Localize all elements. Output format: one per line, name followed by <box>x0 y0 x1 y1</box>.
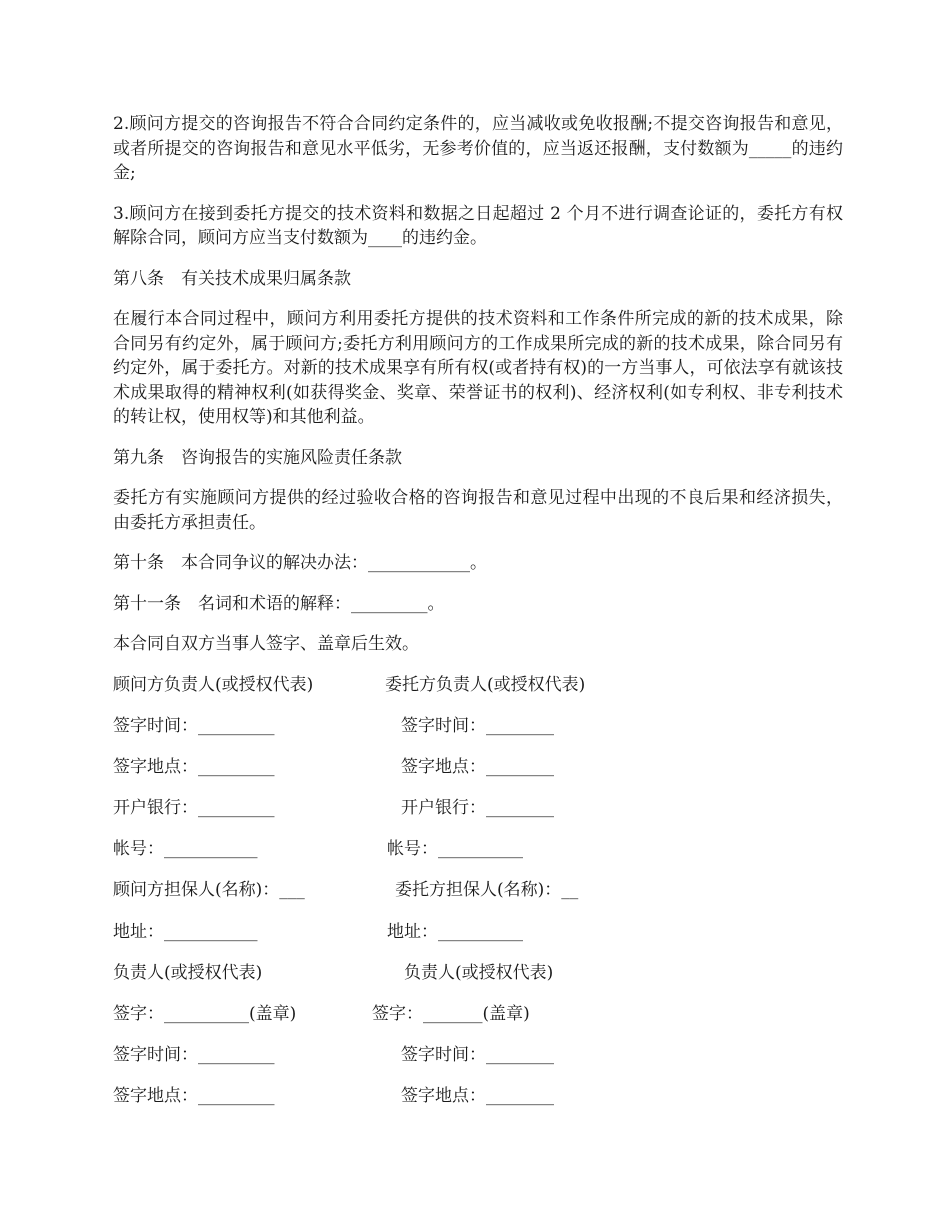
article-8-body: 在履行本合同过程中，顾问方利用委托方提供的技术资料和工作条件所完成的新的技术成果，除合同另有约定外，属于顾问方;委托方利用顾问方的工作成果所完成的新的技术成果，除合同另有约定外，属于委托方。对新的技术成果享有所有权(或者持有权)的一方当事人，可依法享有就该技术成果取得的精神权利(如获得奖金、奖章、荣誉证书的权利)、经济权利(如专利权、非专利技术的转让权，使用权等)和其他利益。 <box>113 309 843 427</box>
article-11-line: 第十一条 名词和术语的解释：_________。 <box>113 593 445 614</box>
consultant-sign-time: 签字时间：_________ <box>113 715 275 736</box>
article-9-body: 委托方有实施顾问方提供的经过验收合格的咨询报告和意见过程中出现的不良后果和经济损失，由委托方承担责任。 <box>113 488 843 533</box>
client-bank: 开户银行：________ <box>401 798 554 819</box>
signature-row-time <box>113 714 843 739</box>
signature-row-guarantor-representative <box>113 961 843 986</box>
client-account: 帐号：__________ <box>387 839 523 860</box>
client-guarantor-representative: 负责人(或授权代表) <box>404 962 554 983</box>
effective-statement: 本合同自双方当事人签字、盖章后生效。 <box>113 634 419 654</box>
consultant-bank: 开户银行：_________ <box>113 798 275 819</box>
consultant-guarantor-signature: 签字：__________(盖章) <box>113 1004 297 1024</box>
consultant-guarantor-address: 地址：___________ <box>113 921 258 942</box>
client-sign-place: 签字地点：________ <box>401 756 554 777</box>
article-8-title: 第八条 有关技术成果归属条款 <box>113 268 351 289</box>
client-guarantor-address: 地址：__________ <box>387 921 523 942</box>
consultant-guarantor-sign-time: 签字时间：_________ <box>113 1045 275 1066</box>
consultant-representative-label: 顾问方负责人(或授权代表) <box>113 674 314 695</box>
client-guarantor-sign-time: 签字时间：________ <box>401 1045 554 1066</box>
client-sign-time: 签字时间：________ <box>401 715 554 736</box>
signature-row-sign-seal <box>113 1002 843 1027</box>
article-10-line: 第十条 本合同争议的解决办法：____________。 <box>113 553 487 573</box>
contract-page <box>113 112 843 1126</box>
signature-row-representative <box>113 673 843 698</box>
client-representative-label: 委托方负责人(或授权代表) <box>385 674 586 695</box>
signature-row-place <box>113 755 843 780</box>
signature-row-account <box>113 837 843 862</box>
consultant-guarantor-sign-place: 签字地点：_________ <box>113 1086 275 1107</box>
signature-row-bank <box>113 796 843 821</box>
clause-2-paragraph: 2.顾问方提交的咨询报告不符合合同约定条件的，应当减收或免收报酬;不提交咨询报告和意见，或者所提交的咨询报告和意见水平低劣，无参考价值的，应当返还报酬，支付数额为_____的违约金; <box>113 114 843 183</box>
signature-row-guarantor <box>113 878 843 903</box>
consultant-guarantor-representative: 负责人(或授权代表) <box>113 962 263 983</box>
clause-3-paragraph: 3.顾问方在接到委托方提交的技术资料和数据之日起超过 2 个月不进行调查论证的，委托方有权解除合同，顾问方应当支付数额为____的违约金。 <box>113 203 843 248</box>
client-guarantor: 委托方担保人(名称)：__ <box>395 880 579 901</box>
signature-row-guarantor-place <box>113 1084 843 1109</box>
consultant-account: 帐号：___________ <box>113 839 258 860</box>
client-guarantor-signature: 签字：_______(盖章) <box>372 1004 530 1024</box>
signature-row-guarantor-time <box>113 1043 843 1068</box>
signature-row-address <box>113 920 843 945</box>
consultant-guarantor: 顾问方担保人(名称)：___ <box>113 880 305 901</box>
article-9-title: 第九条 咨询报告的实施风险责任条款 <box>113 447 402 468</box>
client-guarantor-sign-place: 签字地点：________ <box>401 1086 554 1107</box>
consultant-sign-place: 签字地点：_________ <box>113 756 275 777</box>
